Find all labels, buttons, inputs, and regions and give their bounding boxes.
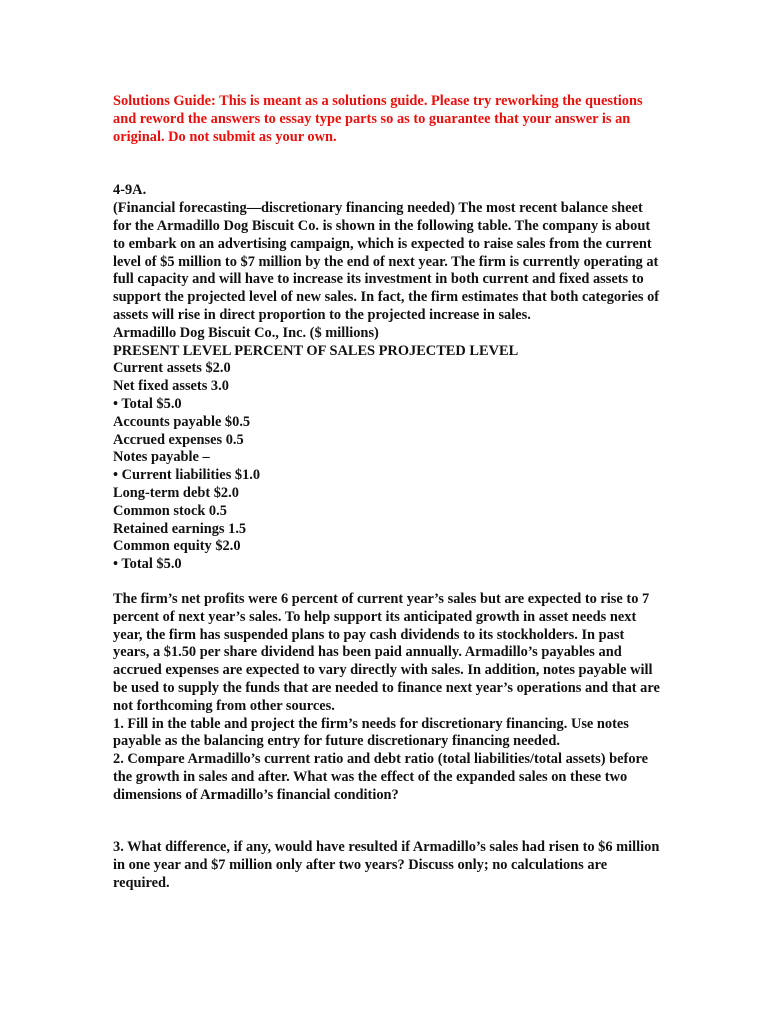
question-3: 3. What difference, if any, would have resulted if Armadillo’s sales had risen to $6 million in one year and $7 million only after two years? Discuss only; no calculations are required.: [113, 839, 660, 892]
table-row: Notes payable –: [113, 449, 210, 466]
spacer: [113, 574, 663, 591]
table-row: • Current liabilities $1.0: [113, 467, 261, 484]
document-page: [113, 93, 663, 893]
table-title: Armadillo Dog Biscuit Co., Inc. ($ millions): [113, 324, 379, 341]
table-row: Common stock 0.5: [113, 502, 227, 519]
table-row: Net fixed assets 3.0: [113, 378, 229, 395]
table-row: Accounts payable $0.5: [113, 413, 251, 430]
table-row: Long-term debt $2.0: [113, 484, 239, 501]
spacer: [113, 804, 663, 839]
problem-body: The firm’s net profits were 6 percent of current year’s sales but are expected to rise to 7 percent of next year’s sales. To help support its anticipated growth in asset needs next year, the firm has suspended plans to pay cash dividends to its stockholders. In past years, a $1.50 per share dividend has been paid annually. Armadillo’s payables and accrued expenses are expected to vary directly with sales. In addition, notes payable will be used to supply the funds that are needed to finance next year’s operations and that are not forthcoming from other sources.: [113, 590, 660, 714]
question-1: 1. Fill in the table and project the firm’s needs for discretionary financing. Use notes payable as the balancing entry for future discretionary financing needed.: [113, 715, 629, 750]
table-row: Current assets $2.0: [113, 360, 231, 377]
problem-number: 4-9A.: [113, 182, 147, 199]
table-row: Common equity $2.0: [113, 538, 241, 555]
table-row: • Total $5.0: [113, 556, 182, 573]
balance-sheet-table: [113, 343, 663, 574]
table-row: Accrued expenses 0.5: [113, 431, 244, 448]
solutions-guide-notice: Solutions Guide: This is meant as a solutions guide. Please try reworking the questions and reword the answers to essay type parts so as to guarantee that your answer is an original. Do not submit as your own.: [113, 93, 643, 145]
problem-intro: (Financial forecasting—discretionary financing needed) The most recent balance sheet for the Armadillo Dog Biscuit Co. is shown in the following table. The company is about to embark on an advertising campaign, which is expected to raise sales from the current level of $5 million to $7 million by the end of next year. The firm is currently operating at full capacity and will have to increase its investment in both current and fixed assets to support the projected level of new sales. In fact, the firm estimates that both categories of assets will rise in direct proportion to the projected increase in sales.: [113, 200, 660, 323]
question-2: 2. Compare Armadillo’s current ratio and debt ratio (total liabilities/total assets) before the growth in sales and after. What was the effect of the expanded sales on these two dimensions of Armadillo’s financial condition?: [113, 751, 649, 803]
table-header: PRESENT LEVEL PERCENT OF SALES PROJECTED LEVEL: [113, 342, 519, 359]
table-row: Retained earnings 1.5: [113, 520, 247, 537]
table-row: • Total $5.0: [113, 395, 182, 412]
